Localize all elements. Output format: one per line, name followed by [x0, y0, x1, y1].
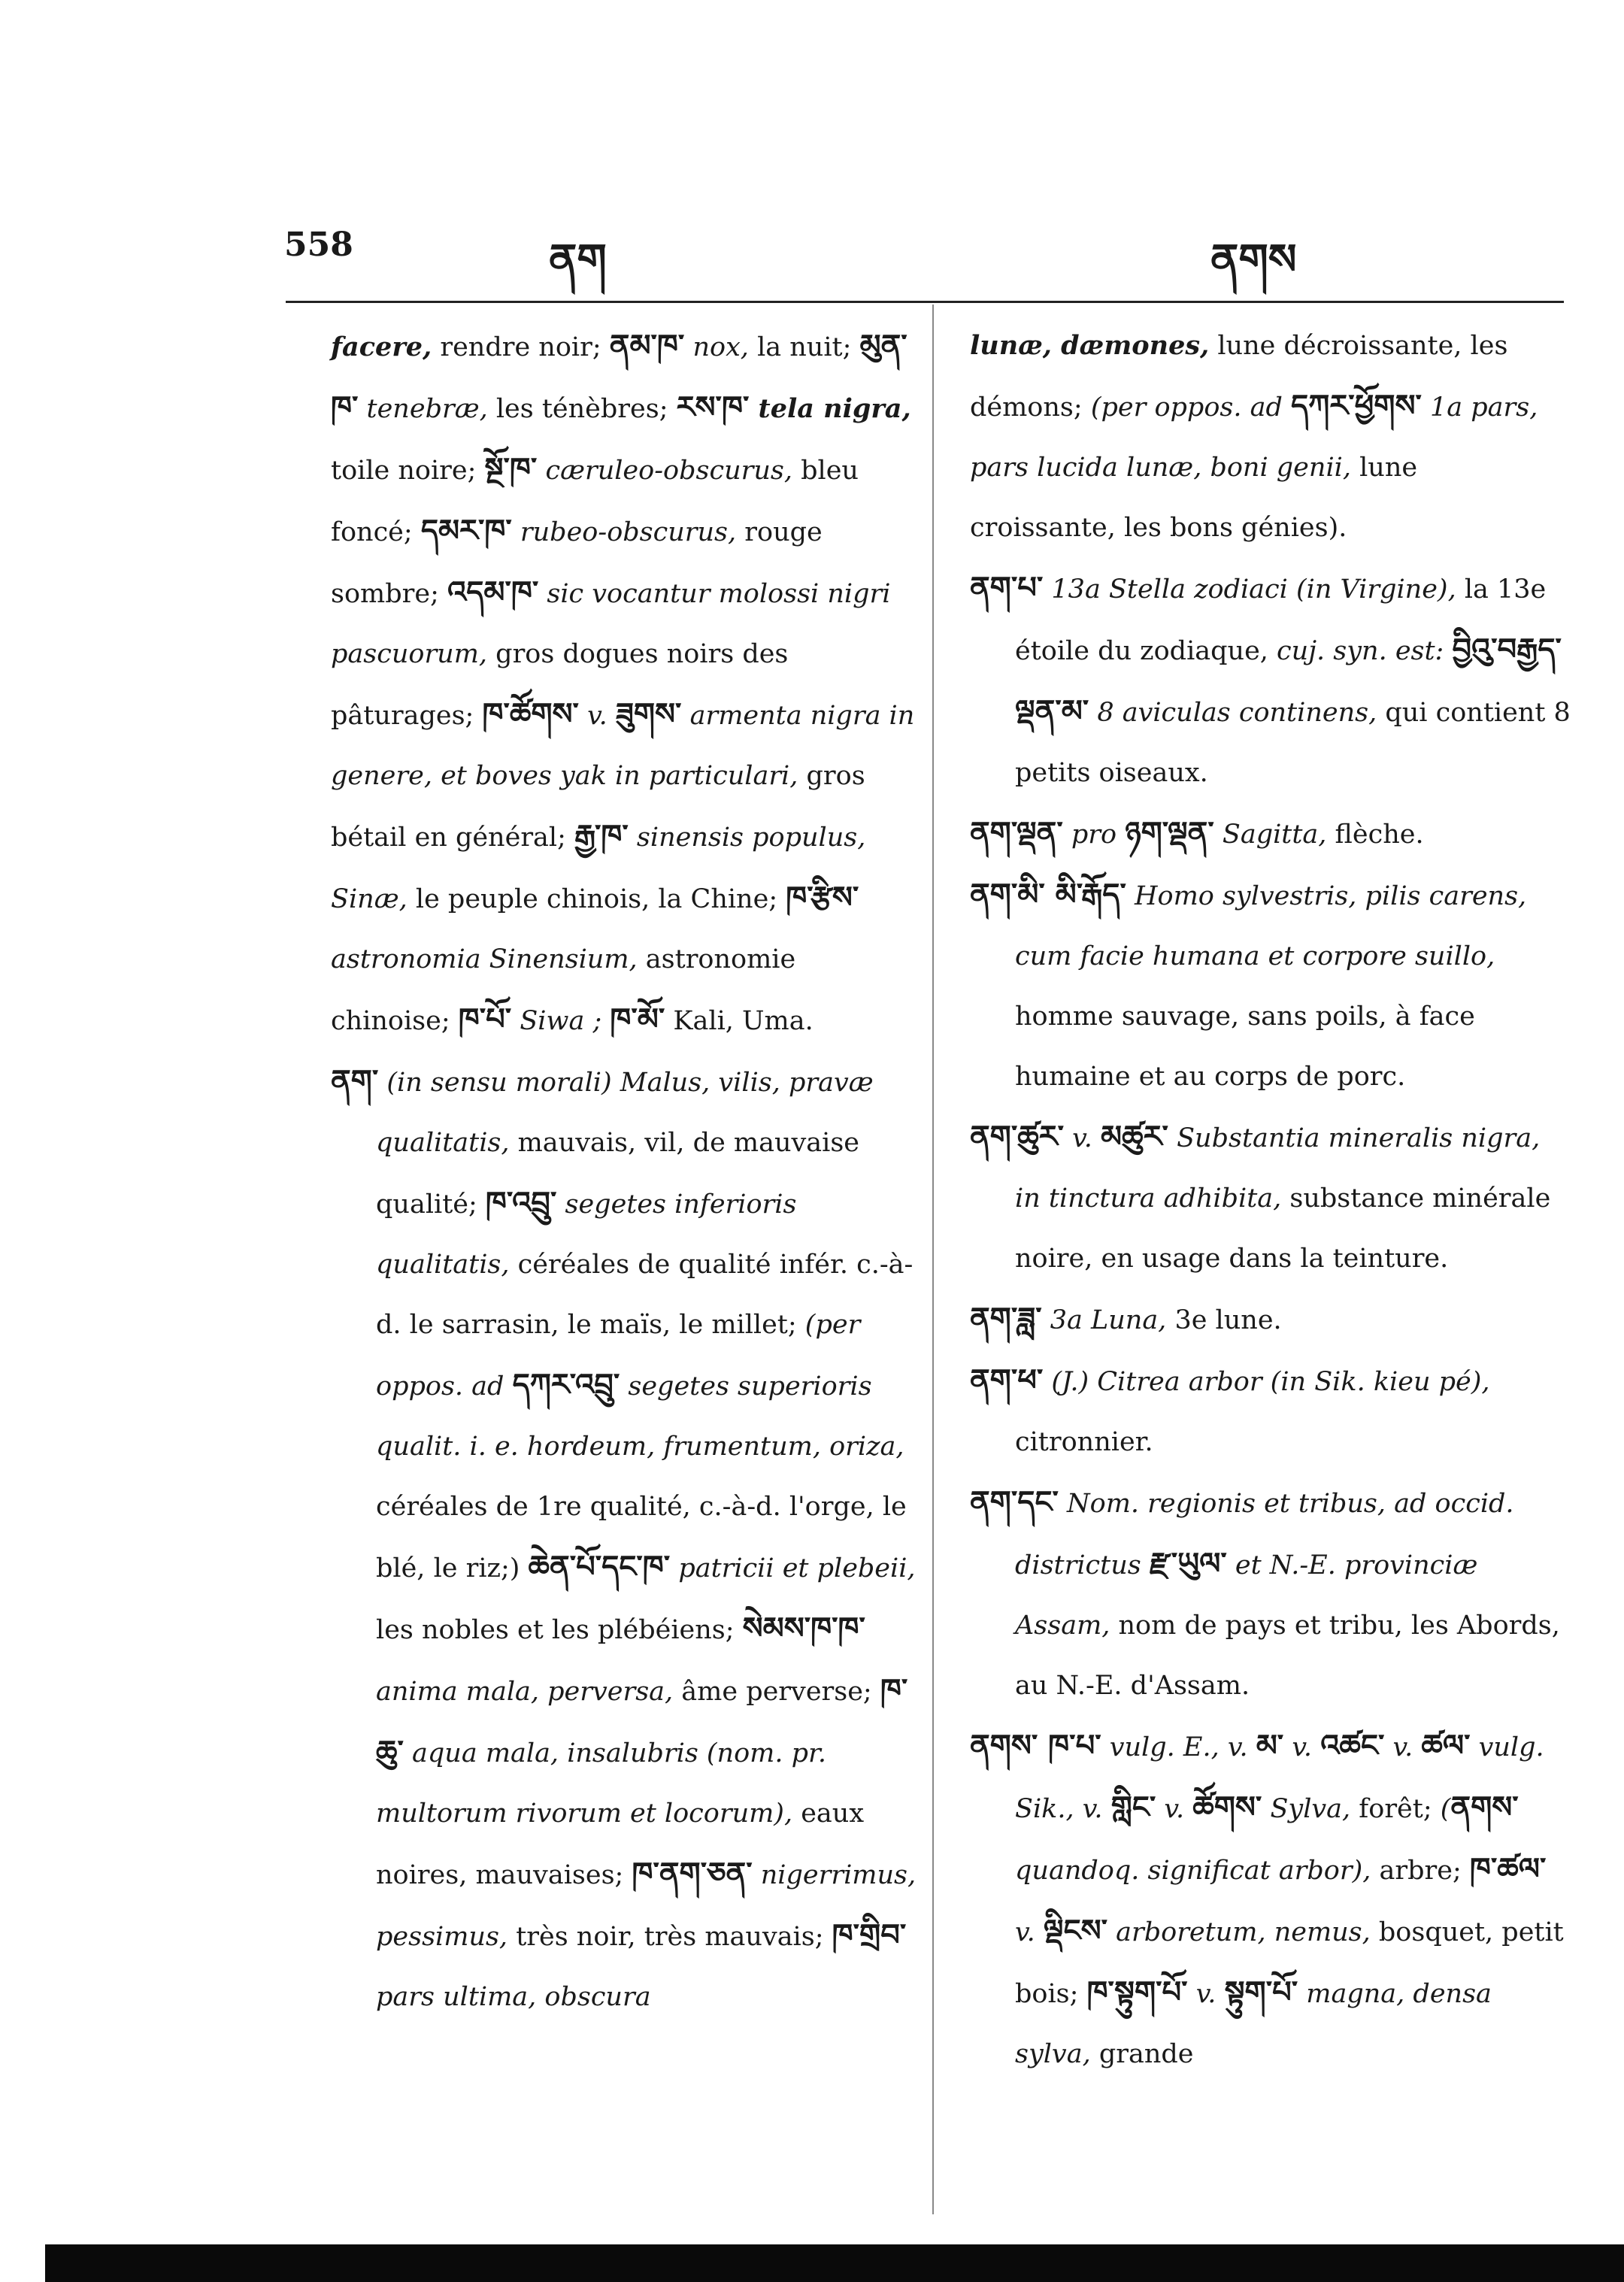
tibetan-term: ཟུགས་: [615, 697, 682, 732]
latin-gloss: segetes superioris qualit. i. e. hordeum, frumentum, oriza,: [376, 1371, 904, 1462]
tibetan-term: ཁ་མོ་: [610, 1002, 665, 1037]
tibetan-term: རས་ཁ་: [676, 390, 750, 425]
tibetan-term: ཁ་ཚོགས་: [482, 697, 579, 732]
french-gloss: âme perverse;: [673, 1677, 880, 1707]
right-column: [970, 316, 1571, 2084]
french-gloss: lune décroissante, les démons;: [970, 331, 1508, 423]
french-gloss: rendre noir;: [432, 332, 610, 362]
tibetan-term: འཚང་: [1320, 1729, 1385, 1763]
french-gloss: gros dogues noirs des pâturages;: [331, 639, 789, 731]
latin-gloss: Nom. regionis et tribus, ad occid. districtus: [1015, 1489, 1514, 1580]
latin-gloss: cuj. syn. est:: [1277, 636, 1453, 666]
latin-gloss: Substantia mineralis nigra, in tinctura adhibita,: [1015, 1123, 1541, 1214]
latin-gloss: v.: [1384, 1732, 1422, 1762]
entry-continuation: [331, 316, 917, 1051]
french-gloss: bleu foncé;: [331, 456, 859, 547]
dictionary-entry: [970, 1289, 1571, 1350]
french-gloss: arbre;: [1371, 1856, 1470, 1886]
french-gloss: la 13e étoile du zodiaque,: [1015, 574, 1547, 666]
latin-gloss: pro: [1062, 820, 1126, 850]
latin-gloss: v.: [1283, 1732, 1321, 1762]
column-divider: [932, 305, 934, 2214]
latin-gloss: (per oppos. ad: [1090, 392, 1292, 423]
french-gloss: bosquet, petit bois;: [1015, 1917, 1564, 2009]
tibetan-term: ཉག་ལྡན་: [1125, 816, 1214, 850]
tibetan-term: ནགས་ ཁ་པ་: [970, 1729, 1101, 1763]
french-gloss: Kali, Uma.: [665, 1006, 814, 1036]
tibetan-term: ནག་ཟླ་: [970, 1302, 1042, 1336]
tibetan-term: ནག་པ་: [970, 571, 1044, 605]
french-gloss: les ténèbres;: [487, 394, 677, 424]
tibetan-term: སེམས་ཁ་ཁ་: [742, 1611, 865, 1646]
latin-gloss: v.: [578, 701, 616, 731]
latin-gloss: arboretum, nemus,: [1107, 1917, 1371, 1947]
french-gloss: eaux noires, mauvaises;: [376, 1799, 865, 1890]
tibetan-term: བྱིའུ་བརྒྱད་ལྡན་མ་: [1015, 632, 1562, 729]
french-gloss: céréales de 1re qualité, c.-à-d. l'orge, le blé, le riz;): [376, 1492, 907, 1583]
tibetan-term: མ་: [1256, 1729, 1284, 1763]
header-rule: [286, 301, 1564, 303]
tibetan-term: ཁ་ནག་ཅན་: [632, 1856, 753, 1891]
latin-gloss: segetes inferioris qualitatis,: [376, 1189, 797, 1280]
french-gloss: céréales de qualité infér. c.-à-d. le sarrasin, le maïs, le millet;: [376, 1250, 914, 1340]
tibetan-term: གླིང་: [1110, 1790, 1156, 1825]
tibetan-term: ལྡིངས་: [1043, 1914, 1107, 1948]
latin-gloss: Sagitta,: [1213, 820, 1327, 850]
latin-gloss: v.: [1064, 1123, 1101, 1153]
tibetan-term: ཆེན་པོ་དང་ཁ་: [528, 1550, 671, 1584]
tibetan-term: རྫ་ཡུལ་: [1149, 1547, 1227, 1581]
tibetan-term: ཁ་གྲིབ་: [832, 1918, 907, 1953]
entry-continuation: [970, 316, 1571, 558]
latin-gloss: (per oppos. ad: [376, 1310, 861, 1402]
dictionary-entry: [970, 865, 1571, 1107]
running-head-left: ནག: [549, 235, 607, 284]
tibetan-term: དཀར་ཕྱོགས་: [1291, 389, 1422, 423]
latin-gloss: Siwa ;: [511, 1006, 611, 1036]
latin-gloss: v.: [1187, 1979, 1225, 2009]
latin-gloss: rubeo-obscurus,: [511, 517, 737, 547]
latin-gloss: nox,: [684, 332, 749, 362]
french-gloss: qui contient 8 petits oiseaux.: [1015, 698, 1571, 788]
tibetan-term: ནགས་: [1450, 1790, 1519, 1825]
tibetan-term: དམར་ཁ་: [420, 514, 512, 548]
french-gloss: forêt;: [1350, 1794, 1441, 1824]
tibetan-term: ཁ་པོ་: [458, 1002, 512, 1037]
latin-gloss: 13a Stella zodiaci (in Virgine),: [1043, 574, 1456, 605]
french-gloss: rouge sombre;: [331, 517, 823, 609]
tibetan-term: ཁ་སྟུག་པོ་: [1086, 1975, 1188, 2010]
latin-gloss: pars ultima, obscura: [376, 1982, 651, 2012]
tibetan-term: ནག་ཕ་: [970, 1363, 1044, 1398]
tibetan-term: ཁ་ཚལ་: [1469, 1852, 1547, 1887]
french-gloss: astronomie chinoise;: [331, 944, 796, 1036]
latin-gloss: quandoq. significat arbor),: [1015, 1856, 1371, 1886]
tibetan-term: དཀར་འབྲུ་: [512, 1368, 620, 1402]
dictionary-entry: [970, 1350, 1571, 1472]
french-gloss: gros bétail en général;: [331, 761, 865, 853]
tibetan-term: ཚོགས་: [1192, 1790, 1262, 1825]
latin-gloss: 1a pars, pars lucida lunæ, boni genii,: [970, 392, 1538, 483]
tibetan-term: སྟུག་པོ་: [1224, 1975, 1298, 2010]
french-gloss: les nobles et les plébéiens;: [376, 1615, 743, 1645]
tibetan-term: ཚལ་: [1421, 1729, 1471, 1763]
french-gloss: flèche.: [1326, 820, 1424, 850]
french-gloss: le peuple chinois, la Chine;: [407, 884, 786, 914]
running-head-right: ནགས: [1210, 235, 1297, 284]
latin-gloss: v.: [1015, 1917, 1044, 1947]
latin-gloss: Sylva,: [1262, 1794, 1351, 1824]
latin-gloss: vulg. Sik., v.: [1015, 1732, 1544, 1824]
left-column: [331, 316, 917, 2027]
latin-gloss-bold: lunæ, dæmones,: [970, 330, 1210, 361]
french-gloss: lune croissante, les bons génies).: [970, 453, 1418, 543]
latin-gloss: et N.-E. provinciæ Assam,: [1015, 1550, 1478, 1641]
tibetan-term: ནག་ལྡན་: [970, 816, 1063, 850]
french-gloss: nom de pays et tribu, les Abords, au N.-E. d'Assam.: [1015, 1611, 1560, 1701]
tibetan-term: མཚུར་: [1101, 1120, 1168, 1154]
dictionary-entry: [970, 1716, 1571, 2084]
tibetan-term: ནག་དང་: [970, 1485, 1059, 1520]
latin-gloss: anima mala, perversa,: [376, 1677, 674, 1707]
latin-gloss-bold: tela nigra,: [749, 393, 911, 424]
tibetan-term: ཁ་ཆུ་: [376, 1673, 908, 1769]
tibetan-term: ནག་: [331, 1064, 379, 1099]
latin-gloss: (J.) Citrea arbor (in Sik. kieu pé),: [1043, 1367, 1490, 1397]
french-gloss: substance minérale noire, en usage dans la teinture.: [1015, 1183, 1551, 1274]
french-gloss: toile noire;: [331, 456, 485, 486]
latin-gloss-bold: facere,: [331, 332, 432, 362]
french-gloss: la nuit;: [748, 332, 860, 362]
latin-gloss: (: [1440, 1794, 1451, 1824]
tibetan-term: མུན་ཁ་: [331, 329, 907, 425]
tibetan-term: ནག་མི་ མི་རྒོད་: [970, 877, 1126, 912]
latin-gloss: sic vocantur molossi nigri pascuorum,: [331, 579, 891, 669]
latin-gloss: 8 aviculas continens,: [1089, 698, 1377, 728]
page-number: 558: [284, 226, 353, 264]
french-gloss: homme sauvage, sans poils, à face humaine et au corps de porc.: [1015, 1002, 1475, 1092]
dictionary-entry: [970, 1472, 1571, 1716]
latin-gloss: armenta nigra in genere, et boves yak in particulari,: [331, 701, 915, 791]
french-gloss: très noir, très mauvais;: [508, 1922, 832, 1952]
latin-gloss: v.: [1156, 1794, 1193, 1824]
dictionary-entry: [331, 1051, 917, 2027]
latin-gloss: 3a Luna,: [1041, 1305, 1167, 1335]
tibetan-term: ཁ་འབྲུ་: [485, 1186, 557, 1220]
dictionary-entry: [970, 803, 1571, 865]
french-gloss: citronnier.: [1015, 1427, 1153, 1457]
latin-gloss: magna, densa sylva,: [1015, 1979, 1492, 2069]
latin-gloss: patricii et plebeii,: [670, 1553, 916, 1583]
dictionary-entry: [970, 558, 1571, 803]
latin-gloss: cæruleo-obscurus,: [537, 456, 792, 486]
latin-gloss: (in sensu morali) Malus, vilis, pravæ qualitatis,: [376, 1068, 874, 1158]
latin-gloss: sinensis populus, Sinæ,: [331, 823, 866, 914]
latin-gloss: nigerrimus, pessimus,: [376, 1860, 917, 1952]
scan-border-bar: [45, 2244, 1624, 2282]
latin-gloss: vulg. E., v.: [1101, 1732, 1256, 1762]
tibetan-term: རྒྱ་ཁ་: [574, 819, 629, 853]
tibetan-term: ནག་ཚུར་: [970, 1120, 1065, 1154]
latin-gloss: tenebræ,: [358, 394, 488, 424]
tibetan-term: ཁ་རྩིས་: [786, 880, 859, 915]
french-gloss: 3e lune.: [1166, 1305, 1282, 1335]
tibetan-term: སྔོ་ཁ་: [484, 452, 538, 486]
tibetan-term: འདམ་ཁ་: [447, 575, 539, 610]
french-gloss: grande: [1090, 2039, 1194, 2069]
dictionary-entry: [970, 1107, 1571, 1289]
french-gloss: mauvais, vil, de mauvaise qualité;: [376, 1128, 860, 1220]
latin-gloss: astronomia Sinensium,: [331, 944, 638, 974]
tibetan-term: ནམ་ཁ་: [609, 329, 685, 363]
latin-gloss: Homo sylvestris, pilis carens, cum facie humana et corpore suillo,: [1015, 881, 1527, 971]
latin-gloss: aqua mala, insalubris (nom. pr. multorum rivorum et locorum),: [376, 1738, 827, 1829]
